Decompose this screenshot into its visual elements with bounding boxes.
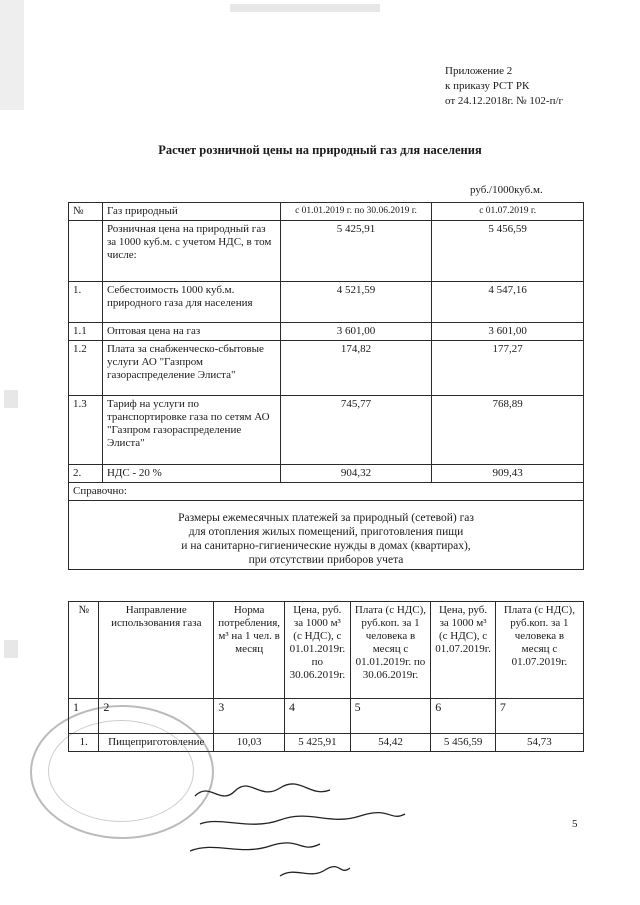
row-value: 177,27 (432, 341, 584, 396)
header-cell: Плата (с НДС), руб.коп. за 1 человека в месяц с 01.01.2019г. по 30.06.2019г. (350, 602, 431, 699)
header-cell: № (69, 203, 103, 221)
appendix-line: к приказу РСТ РК (445, 80, 530, 92)
table-row (69, 396, 584, 465)
table-row (69, 341, 584, 396)
reference-title-line: Размеры ежемесячных платежей за природный (сетевой) газ (178, 512, 474, 524)
row-value: 745,77 (280, 396, 432, 465)
row-number: 1.1 (69, 323, 103, 341)
header-cell: Цена, руб. за 1000 м³ (с НДС), с 01.01.2019г. по 30.06.2019г. (285, 602, 351, 699)
row-value: 3 601,00 (280, 323, 432, 341)
row-number: 1.3 (69, 396, 103, 465)
row-value: 4 521,59 (280, 282, 432, 323)
table-row (69, 323, 584, 341)
reference-title-line: для отопления жилых помещений, приготовления пищи (188, 526, 464, 538)
official-seal-inner (48, 720, 194, 822)
header-cell: № (69, 602, 99, 699)
row-value: 174,82 (280, 341, 432, 396)
scan-artifact (0, 0, 24, 110)
appendix-line: Приложение 2 (445, 65, 513, 77)
row-name: НДС - 20 % (102, 465, 280, 483)
row-number: 2. (69, 465, 103, 483)
row-name: Себестоимость 1000 куб.м. природного газа для населения (102, 282, 280, 323)
table-header-row (69, 203, 584, 221)
header-cell: Норма потребления, м³ на 1 чел. в месяц (214, 602, 285, 699)
unit-label: руб./1000куб.м. (470, 184, 543, 196)
row-value: 909,43 (432, 465, 584, 483)
reference-label: Справочно: (69, 483, 584, 501)
reference-row (69, 483, 584, 501)
row-use: Пищеприготовление (99, 734, 214, 752)
row-value: 5 456,59 (432, 221, 584, 282)
row-value: 768,89 (432, 396, 584, 465)
row-name: Тариф на услуги по транспортировке газа по сетям АО "Газпром газораспределение Элиста" (102, 396, 280, 465)
scan-artifact (4, 640, 18, 658)
header-cell: с 01.07.2019 г. (432, 203, 584, 221)
column-number: 4 (285, 699, 351, 734)
reference-title-line: при отсутствии приборов учета (248, 554, 404, 566)
row-number: 1. (69, 734, 99, 752)
row-price: 5 425,91 (285, 734, 351, 752)
appendix-line: от 24.12.2018г. № 102-п/г (445, 95, 564, 107)
reference-title (69, 501, 584, 570)
table-row (69, 282, 584, 323)
document-title: Расчет розничной цены на природный газ для населения (158, 143, 482, 157)
row-name: Розничная цена на природный газ за 1000 куб.м. с учетом НДС, в том числе: (102, 221, 280, 282)
reference-title-row (69, 501, 584, 570)
price-table (68, 202, 584, 570)
handwritten-signature (190, 776, 450, 886)
scan-artifact (230, 4, 380, 12)
row-name: Плата за снабженческо-сбытовые услуги АО "Газпром газораспределение Элиста" (102, 341, 280, 396)
row-value: 904,32 (280, 465, 432, 483)
table-header-row (69, 602, 584, 699)
header-cell: Газ природный (102, 203, 280, 221)
reference-title-line: и на санитарно-гигиенические нужды в домах (квартирах), (181, 540, 471, 552)
row-number: 1. (69, 282, 103, 323)
table-row (69, 221, 584, 282)
table-row (69, 465, 584, 483)
column-number: 3 (214, 699, 285, 734)
row-name: Оптовая цена на газ (102, 323, 280, 341)
column-number: 7 (495, 699, 583, 734)
column-number: 6 (431, 699, 496, 734)
row-number (69, 221, 103, 282)
appendix-reference (445, 64, 563, 109)
column-number: 2 (99, 699, 214, 734)
header-cell: Плата (с НДС), руб.коп. за 1 человека в месяц с 01.07.2019г. (495, 602, 583, 699)
row-value: 5 425,91 (280, 221, 432, 282)
row-value: 3 601,00 (432, 323, 584, 341)
page-number: 5 (572, 818, 578, 830)
row-payment: 54,42 (350, 734, 431, 752)
header-cell: Цена, руб. за 1000 м³ (с НДС), с 01.07.2019г. (431, 602, 496, 699)
row-norm: 10,03 (214, 734, 285, 752)
row-payment: 54,73 (495, 734, 583, 752)
header-cell: с 01.01.2019 г. по 30.06.2019 г. (280, 203, 432, 221)
column-number: 5 (350, 699, 431, 734)
column-number: 1 (69, 699, 99, 734)
row-number: 1.2 (69, 341, 103, 396)
row-price: 5 456,59 (431, 734, 496, 752)
header-cell: Направление использования газа (99, 602, 214, 699)
scan-artifact (4, 390, 18, 408)
row-value: 4 547,16 (432, 282, 584, 323)
